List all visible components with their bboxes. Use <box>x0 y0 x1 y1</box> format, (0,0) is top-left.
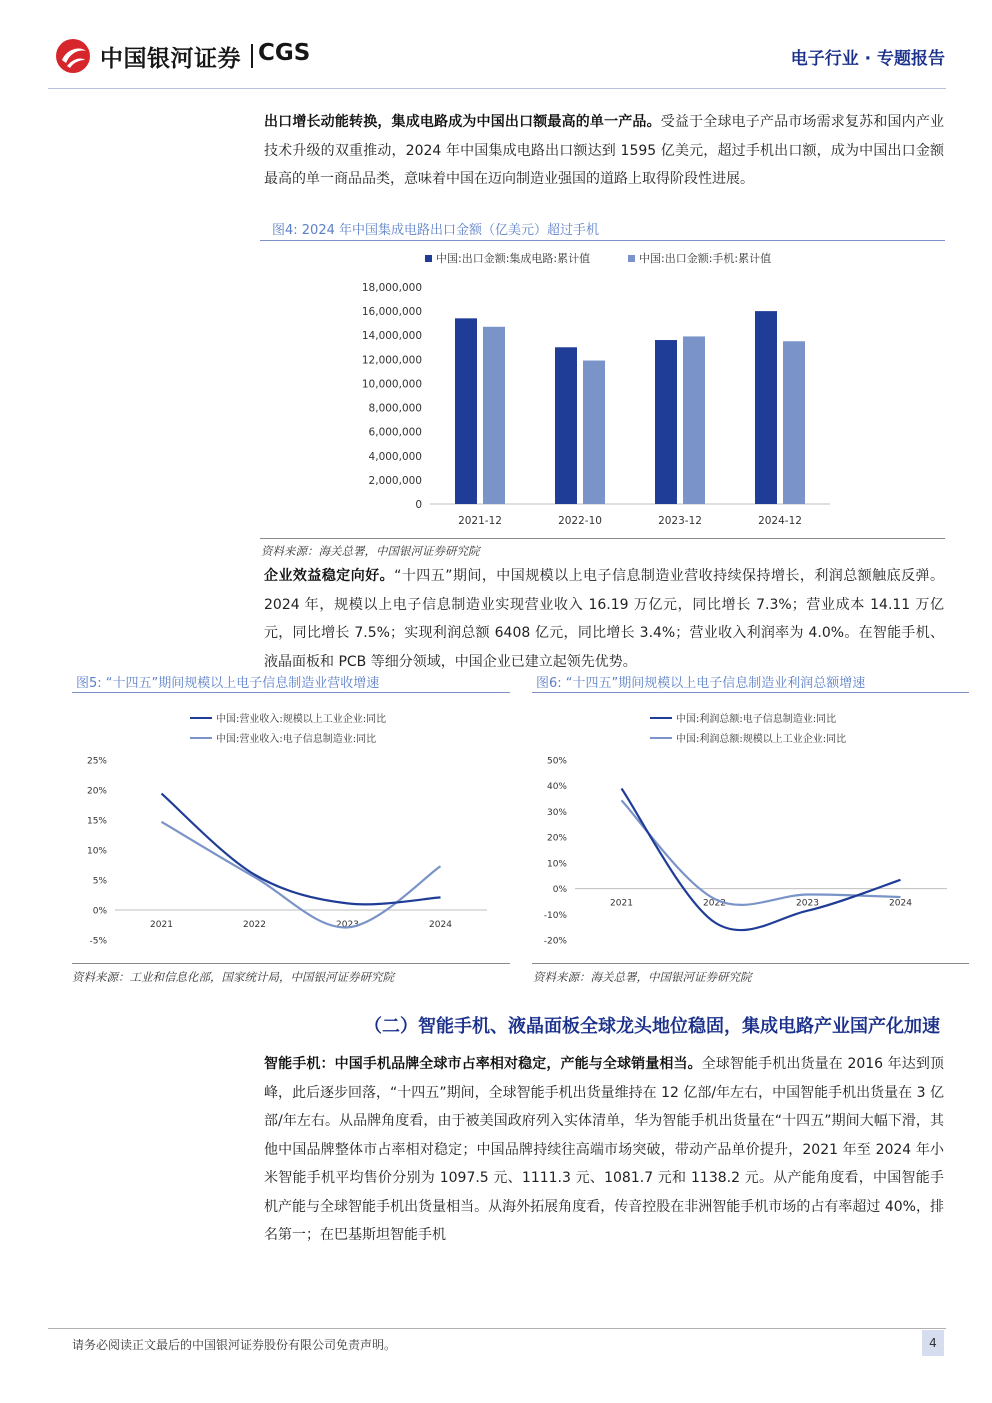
y-tick-label: 0% <box>92 906 107 917</box>
page-number: 4 <box>922 1330 944 1356</box>
figure-5-source: 资料来源：工业和信息化部，国家统计局，中国银河证券研究院 <box>72 970 394 984</box>
x-tick-label: 2022-10 <box>558 515 602 527</box>
y-tick-label: 12,000,000 <box>361 354 422 367</box>
footer-disclaimer: 请务必阅读正文最后的中国银河证券股份有限公司免责声明。 <box>72 1338 397 1352</box>
x-tick-label: 2022 <box>243 920 266 930</box>
legend-swatch-ic <box>425 255 432 262</box>
legend-label-industrial-profit: 中国:利润总额:规模以上工业企业:同比 <box>676 734 847 745</box>
figure-4-bar-chart <box>260 242 945 538</box>
series-line-1 <box>622 789 901 931</box>
y-tick-label: 15% <box>86 816 107 827</box>
x-tick-label: 2023 <box>796 898 819 909</box>
y-tick-label: 10% <box>86 846 107 857</box>
paragraph-enterprise-profit <box>264 562 944 676</box>
bar-2023-12-s2 <box>683 336 705 504</box>
logo-text-en: CGS <box>258 40 311 66</box>
y-tick-label: 16,000,000 <box>361 306 422 319</box>
y-tick-label: 6,000,000 <box>368 426 422 439</box>
y-tick-label: 25% <box>86 756 107 767</box>
paragraph-lead: 出口增长动能转换，集成电路成为中国出口额最高的单一产品。 <box>264 114 661 130</box>
legend-swatch-phone <box>628 255 635 262</box>
figure-6-source: 资料来源：海关总署，中国银河证券研究院 <box>533 970 752 984</box>
figure-6-line-chart <box>532 694 969 962</box>
figure-4-bottom-rule <box>260 538 945 539</box>
y-tick-label: 20% <box>86 786 107 797</box>
x-tick-label: 2021-12 <box>458 515 502 527</box>
x-tick-label: 2024 <box>889 898 912 909</box>
y-tick-label: 5% <box>92 876 107 887</box>
bar-2024-12-s2 <box>783 341 805 504</box>
y-tick-label: -20% <box>543 936 567 947</box>
series-line-2 <box>622 800 901 905</box>
y-tick-label: 8,000,000 <box>368 402 422 415</box>
figure-5-rule <box>72 692 510 693</box>
y-tick-label: 10% <box>546 859 567 870</box>
bar-2024-12-s1 <box>755 311 777 504</box>
y-tick-label: 40% <box>546 782 567 793</box>
y-tick-label: 14,000,000 <box>361 330 422 343</box>
chart-legend <box>425 251 771 265</box>
legend-label-electronics-profit: 中国:利润总额:电子信息制造业:同比 <box>676 714 837 725</box>
legend-label-ic: 中国:出口金额:集成电路:累计值 <box>436 252 591 265</box>
x-tick-label: 2023 <box>336 920 359 930</box>
legend-label-industrial: 中国:营业收入:规模以上工业企业:同比 <box>216 714 387 725</box>
header-divider <box>48 88 946 89</box>
y-tick-label: 50% <box>546 756 567 767</box>
chart-legend <box>650 712 846 745</box>
paragraph-ic-export <box>264 108 944 194</box>
figure-5-title: 图5: “十四五”期间规模以上电子信息制造业营收增速 <box>76 676 380 691</box>
y-tick-label: 18,000,000 <box>361 282 422 294</box>
chart-legend <box>190 712 386 745</box>
x-tick-label: 2024 <box>429 920 452 930</box>
paragraph-body: “十四五”期间，中国规模以上电子信息制造业营收持续保持增长，利润总额触底反弹。2024 年，规模以上电子信息制造业实现营业收入 16.19 万亿元，同比增长 7.3%；营业成本 14.11 万亿元，同比增长 7.5%；实现利润总额 6408 亿元，同比增长 3.4%；营业收入利润率为 4.0%。在智能手机、液晶面板和 PCB 等细分领域，中国企业已建立起领先优势。 <box>264 568 944 670</box>
bar-2021-12-s1 <box>455 318 477 504</box>
logo-icon <box>55 38 91 74</box>
paragraph-body: 受益于全球电子产品市场需求复苏和国内产业技术升级的双重推动，2024 年中国集成电路出口额达到 1595 亿美元，超过手机出口额，成为中国出口金额最高的单一商品品类，意味着中国在迈向制造业强国的道路上取得阶段性进展。 <box>264 114 944 187</box>
x-tick-label: 2022 <box>703 898 726 909</box>
y-tick-label: 0 <box>415 499 422 511</box>
figure-6-bottom-rule <box>532 963 969 964</box>
y-tick-label: 4,000,000 <box>368 450 422 463</box>
y-tick-label: 10,000,000 <box>361 378 422 391</box>
y-tick-label: 30% <box>546 807 567 818</box>
figure-4-rule <box>260 240 945 241</box>
figure-5-bottom-rule <box>72 963 510 964</box>
x-tick-label: 2021 <box>150 920 173 930</box>
series-line-2 <box>162 822 441 928</box>
bar-2022-10-s1 <box>555 347 577 504</box>
paragraph-smartphone <box>264 1050 944 1250</box>
y-tick-label: 20% <box>546 833 567 844</box>
figure-4-source: 资料来源：海关总署，中国银河证券研究院 <box>261 544 480 558</box>
x-tick-label: 2024-12 <box>758 515 802 527</box>
y-tick-label: -5% <box>89 936 107 947</box>
legend-label-phone: 中国:出口金额:手机:累计值 <box>639 252 772 265</box>
footer-divider <box>48 1328 946 1329</box>
paragraph-body: 全球智能手机出货量在 2016 年达到顶峰，此后逐步回落，“十四五”期间，全球智能手机出货量维持在 12 亿部/年左右，中国智能手机出货量在 3 亿部/年左右。从品牌角度看，由于被美国政府列入实体清单，华为智能手机出货量在“十四五”期间大幅下滑，其他中国品牌整体市占率相对稳定；中国品牌持续往高端市场突破，带动产品单价提升，2021 年至 2024 年小米智能手机平均售价分别为 1097.5 元、1111.3 元、1081.7 元和 1138.2 元。从产能角度看，中国智能手机产能与全球智能手机出货量相当。从海外拓展角度看，传音控股在非洲智能手机市场的占有率超过 40%，排名第一；在巴基斯坦智能手机 <box>264 1056 944 1243</box>
section-heading: （二）智能手机、液晶面板全球龙头地位稳固，集成电路产业国产化加速 <box>364 1016 940 1037</box>
y-tick-label: -10% <box>543 910 567 921</box>
bar-2022-10-s2 <box>583 361 605 504</box>
bar-2023-12-s1 <box>655 340 677 504</box>
y-tick-label: 2,000,000 <box>368 474 422 487</box>
paragraph-lead: 智能手机：中国手机品牌全球市占率相对稳定，产能与全球销量相当。 <box>264 1056 702 1072</box>
figure-6-rule <box>532 692 969 693</box>
logo-separator <box>251 44 253 68</box>
report-category: 电子行业 · 专题报告 <box>790 49 945 69</box>
y-tick-label: 0% <box>552 885 567 896</box>
figure-6-title: 图6: “十四五”期间规模以上电子信息制造业利润总额增速 <box>536 676 866 691</box>
bar-2021-12-s2 <box>483 327 505 504</box>
figure-4-title: 图4: 2024 年中国集成电路出口金额（亿美元）超过手机 <box>272 223 599 238</box>
x-tick-label: 2023-12 <box>658 515 702 527</box>
figure-5-line-chart <box>72 694 510 962</box>
paragraph-lead: 企业效益稳定向好。 <box>264 568 395 584</box>
logo-text-cn: 中国银河证券 <box>100 46 241 72</box>
x-tick-label: 2021 <box>610 898 633 909</box>
series-line-1 <box>162 794 441 905</box>
legend-label-electronics: 中国:营业收入:电子信息制造业:同比 <box>216 734 377 745</box>
